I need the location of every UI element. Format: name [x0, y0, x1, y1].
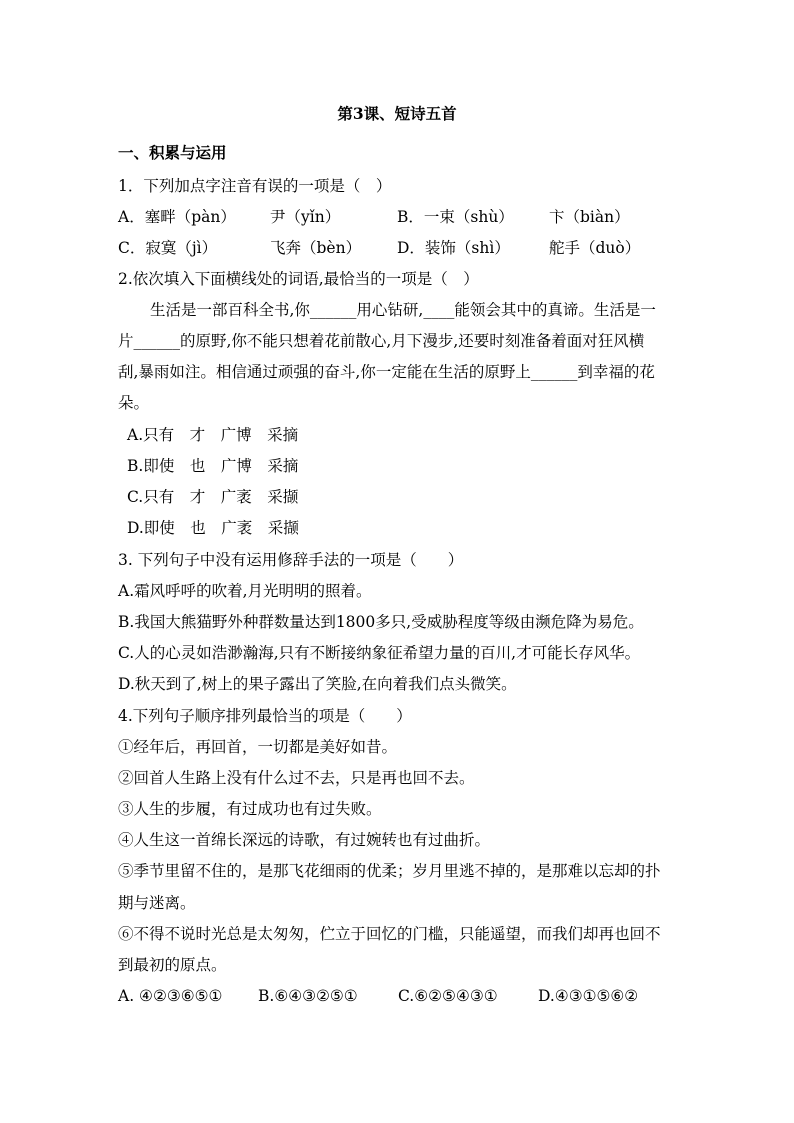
q1-option-d1: D．装饰（shì） [397, 239, 510, 257]
q4-sentence-6-cont: 到最初的原点。 [118, 956, 227, 974]
q4-sentence-5: ⑤季节里留不住的，是那飞花细雨的优柔；岁月里逃不掉的，是那难以忘却的扑 [118, 862, 661, 880]
q2-passage-line: 刮,暴雨如注。相信通过顽强的奋斗,你一定能在生活的原野上______到幸福的花 [118, 363, 655, 381]
q1-option-b1: B．一束（shù） [397, 208, 514, 226]
q2-stem: 2.依次填入下面横线处的词语,最恰当的一项是（ ） [118, 270, 479, 288]
q4-option-b: B.⑥④③②⑤① [258, 987, 358, 1005]
q4-sentence-4: ④人生这一首绵长深远的诗歌，有过婉转也有过曲折。 [118, 831, 491, 849]
q1-option-a2: 尹（yǐn） [270, 208, 341, 226]
q2-passage-line: 朵。 [118, 394, 150, 412]
q4-sentence-2: ②回首人生路上没有什么过不去，只是再也回不去。 [118, 769, 475, 787]
q3-option-c: C.人的心灵如浩渺瀚海,只有不断接纳象征希望力量的百川,才可能长存风华。 [118, 644, 641, 662]
q1-stem: 1．下列加点字注音有误的一项是（ ） [118, 177, 392, 195]
q2-option-b: B.即使 也 广博 采摘 [127, 457, 299, 475]
page-title: 第3课、短诗五首 [337, 104, 457, 123]
q3-option-d: D.秋天到了,树上的果子露出了笑脸,在向着我们点头微笑。 [118, 675, 517, 693]
q2-option-a: A.只有 才 广博 采摘 [127, 426, 299, 444]
q4-option-d: D.④③①⑤⑥② [538, 987, 639, 1005]
q1-option-c2: 飞奔（bèn） [270, 239, 362, 257]
q4-sentence-3: ③人生的步履，有过成功也有过失败。 [118, 800, 382, 818]
q1-option-b2: 卞（biàn） [549, 208, 630, 226]
q1-option-a1: A．塞畔（pàn） [118, 208, 236, 226]
q2-passage-line: 片______的原野,你不能只想着花前散心,月下漫步,还要时刻准备着面对狂风横 [118, 332, 645, 350]
q2-option-c: C.只有 才 广袤 采撷 [127, 488, 299, 506]
q4-option-a: A. ④②③⑥⑤① [118, 987, 223, 1005]
section-heading: 一、积累与运用 [118, 143, 227, 162]
q3-option-b: B.我国大熊猫野外种群数量达到1800多只,受威胁程度等级由濒危降为易危。 [118, 613, 644, 631]
q4-stem: 4.下列句子顺序排列最恰当的项是（ ） [118, 707, 412, 725]
q4-sentence-6: ⑥不得不说时光总是太匆匆，伫立于回忆的门槛，只能遥望，而我们却再也回不 [118, 925, 661, 943]
q4-option-c: C.⑥②⑤④③① [398, 987, 498, 1005]
q4-sentence-5-cont: 期与迷离。 [118, 894, 196, 912]
q3-option-a: A.霜风呼呼的吹着,月光明明的照着。 [118, 582, 372, 600]
q1-option-c1: C．寂寞（jì） [118, 239, 218, 257]
q4-sentence-1: ①经年后，再回首，一切都是美好如昔。 [118, 738, 398, 756]
q2-option-d: D.即使 也 广袤 采撷 [127, 519, 299, 537]
q2-passage-line: 生活是一部百科全书,你______用心钻研,____能领会其中的真谛。生活是一 [150, 301, 656, 319]
q1-option-d2: 舵手（duò） [549, 239, 641, 257]
q3-stem: 3. 下列句子中没有运用修辞手法的一项是（ ） [118, 551, 464, 569]
